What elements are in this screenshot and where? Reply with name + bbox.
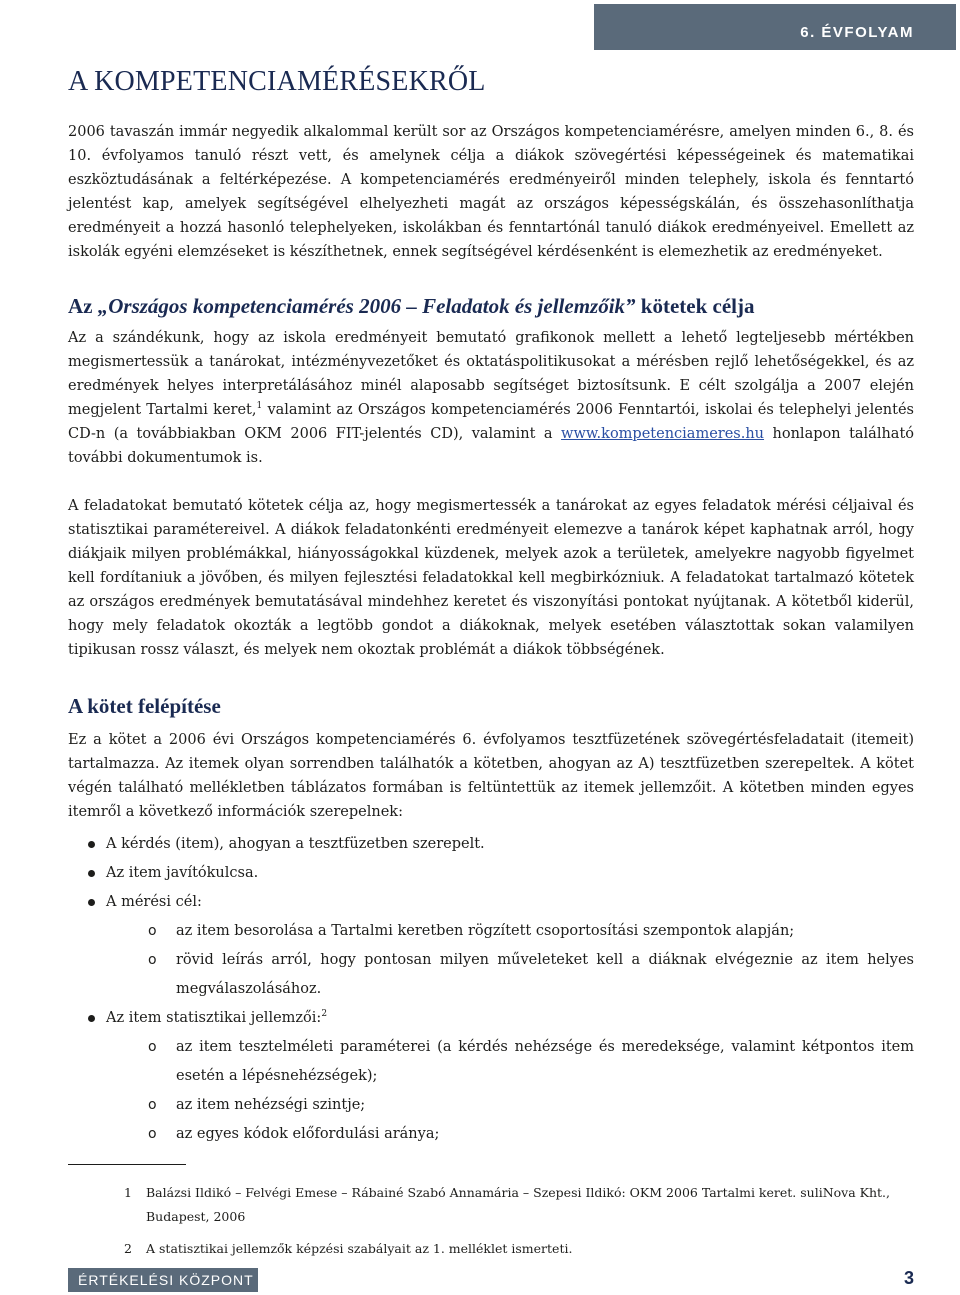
footnote-ref-1[interactable]: 1 (256, 401, 263, 412)
purpose-p1-part1: Az a szándékunk, hogy az iskola eredményeit bemutató grafikonok mellett a lehető legteljesebb mértékben megismertessük a tanárokat, intézményvezetőket és oktatáspolitikusokat a mérésben rejlő lehetőségekkel, és az eredmények helyes interpretálásához minél alaposabb segítséget biztosítsunk. E célt szolgálja a 2007 elején megjelent Tartalmi keret, (68, 330, 914, 418)
footnote-1 (124, 1181, 914, 1229)
heading-italic-title: „Országos kompetenciamérés 2006 – Feladatok és jellemzőik” (97, 294, 636, 318)
heading-suffix: kötetek célja (635, 294, 755, 318)
sub-list-item-text: az item tesztelméleti paraméterei (a kérdés nehézsége és meredeksége, valamint kétpontos item esetén a lépésnehézségek); (176, 1039, 914, 1084)
intro-paragraph: 2006 tavaszán immár negyedik alkalommal került sor az Országos kompetenciamérésre, amelyen minden 6., 8. és 10. évfolyamos tanuló részt vett, és amelynek célja a diákok szövegértési képességeinek és matematikai eszköztudásának a feltérképezése. A kompetenciamérés eredményeiről minden telephely, iskola és fenntartó jelentést kap, amelyek segítségével elhelyezheti magát az országos képességskálán, és összehasonlíthatja eredményeit a hozzá hasonló telephelyeken, iskolákban és fenntartónál tanuló diákok eredményeivel. Emellett az iskolák egyéni elemzéseket is készíthetnek, ennek segítségével kérdésenként is elemezhetik az eredményeket. (68, 124, 914, 260)
purpose-paragraph-1 (68, 326, 914, 470)
grade-label: 6. ÉVFOLYAM (800, 24, 914, 41)
list-item-text: A mérési cél: (106, 894, 202, 910)
sub-list-item-text: az egyes kódok előfordulási aránya; (176, 1126, 440, 1142)
footer-org-label: ÉRTÉKELÉSI KÖZPONT (78, 1272, 254, 1288)
sub-list-item-text: az item besorolása a Tartalmi keretben rögzített csoportosítási szempontok alapján; (176, 923, 795, 939)
list-item-text: Az item statisztikai jellemzői: (106, 1010, 322, 1026)
structure-paragraph: Ez a kötet a 2006 évi Országos kompetenciamérés 6. évfolyamos tesztfüzetének szövegértésfeladatait (itemeit) tartalmazza. Az itemek olyan sorrendben találhatók a kötetben, ahogyan az A) tesztfüzetben szerepeltek. A kötet végén található mellékletben táblázatos formában is feltüntettük az itemek jellemzőit. A kötetben minden egyes itemről a következő információk szerepelnek: (68, 732, 914, 820)
section-heading-purpose (68, 292, 914, 320)
page-title: A KOMPETENCIAMÉRÉSEKRŐL (68, 66, 486, 97)
list-item (86, 859, 914, 888)
footnote-divider (68, 1164, 186, 1165)
sub-list-item (148, 1120, 914, 1149)
footnote-number: 1 (124, 1185, 132, 1200)
sub-list-item (148, 946, 914, 1004)
list-item (86, 888, 914, 1004)
info-list (68, 830, 914, 1149)
sub-list (106, 917, 914, 1004)
footnote-2 (124, 1237, 914, 1261)
page-number: 3 (903, 1268, 914, 1288)
sub-list-item-text: az item nehézségi szintje; (176, 1097, 366, 1113)
purpose-p1-part2: valamint az Országos kompetenciamérés 2006 Fenntartói, iskolai és telephelyi jelentés CD-n (a továbbiakban OKM 2006 FIT-jelentés CD), valamint a (68, 402, 914, 442)
footer-org-banner (68, 1268, 258, 1292)
sub-list-item (148, 917, 914, 946)
heading-prefix: Az (68, 294, 98, 318)
main-content (68, 120, 914, 1149)
footnote-number: 2 (124, 1241, 132, 1256)
sub-list (106, 1033, 914, 1149)
purpose-p1-part3: honlapon található további dokumentumok is. (68, 426, 914, 466)
list-item-text: Az item javítókulcsa. (106, 865, 259, 881)
sub-list-item-text: rövid leírás arról, hogy pontosan milyen műveleteket kell a diáknak elvégeznie az item helyes megválaszolásához. (176, 952, 914, 997)
sub-list-item (148, 1033, 914, 1091)
grade-banner (594, 4, 956, 50)
footnote-text: A statisztikai jellemzők képzési szabályait az 1. melléklet ismerteti. (146, 1241, 573, 1256)
kompetenciameres-link[interactable]: www.kompetenciameres.hu (561, 426, 765, 442)
footnote-text: Balázsi Ildikó – Felvégi Emese – Rábainé Szabó Annamária – Szepesi Ildikó: OKM 2006 Tartalmi keret. suliNova Kht., Budapest, 2006 (146, 1185, 891, 1224)
footnotes (124, 1181, 914, 1261)
sub-list-item (148, 1091, 914, 1120)
section-heading-structure: A kötet felépítése (68, 694, 221, 718)
list-item-text: A kérdés (item), ahogyan a tesztfüzetben szerepelt. (106, 836, 485, 852)
footnote-ref-2[interactable]: 2 (321, 1009, 328, 1020)
purpose-paragraph-2: A feladatokat bemutató kötetek célja az, hogy megismertessék a tanárokat az egyes feladatok mérési céljaival és statisztikai paramétereivel. A diákok feladatonkénti eredményeit elemezve a tanárok képet kaphatnak arról, hogy diákjaik milyen problémákkal, hiányosságokkal küzdenek, melyek azok a területek, amelyekre nagyobb figyelmet kell fordítaniuk a jövőben, és milyen fejlesztési feladatokkal kell megbirkózniuk. A feladatokat tartalmazó kötetek az országos eredmények bemutatásával mindehhez keretet és viszonyítási pontokat nyújtanak. A kötetből kiderül, hogy mely feladatok okozták a legtöbb gondot a diákoknak, melyek esetében választottak sokan valamilyen tipikusan rossz választ, és melyek nem okoztak problémát a diákok többségének. (68, 498, 914, 658)
list-item (86, 830, 914, 859)
list-item (86, 1004, 914, 1149)
